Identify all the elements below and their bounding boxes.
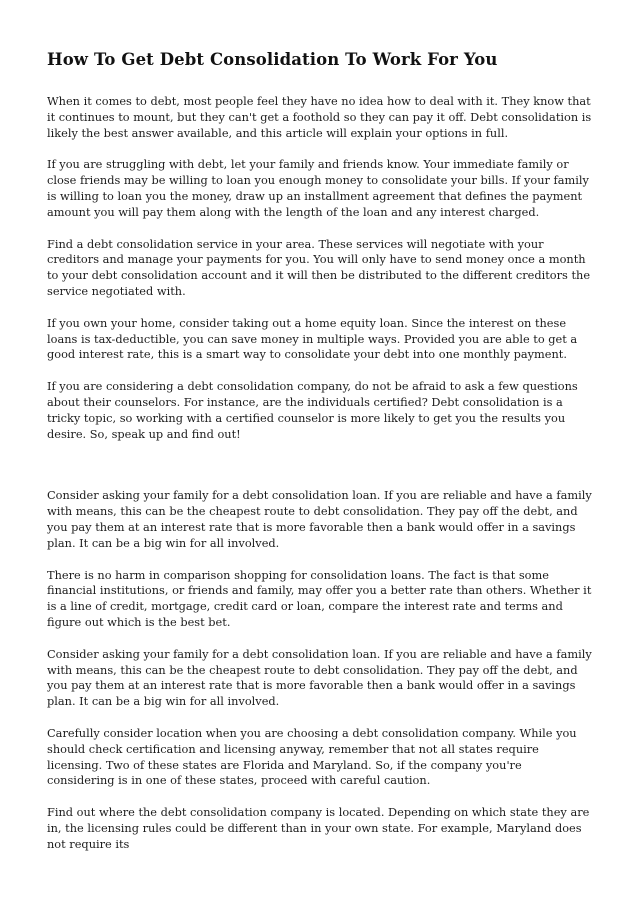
paragraph: Find out where the debt consolidation company is located. Depending on which state they are in, the licensing rules could be different than in your own state. For example, Maryland does not require its [47, 805, 590, 851]
paragraph: If you are struggling with debt, let your family and friends know. Your immediate family or close friends may be willing to loan you enough money to consolidate your bills. If your family is willing to loan you the money, draw up an installment agreement that defines the payment amount you will pay them along with the length of the loan and any interest charged. [47, 157, 589, 219]
paragraph: Consider asking your family for a debt consolidation loan. If you are reliable and have a family with means, this can be the cheapest route to debt consolidation. They pay off the debt, and you pay them at an interest rate that is more favorable then a bank would offer in a savings plan. It can be a big win for all involved. [47, 488, 592, 550]
paragraph: Consider asking your family for a debt consolidation loan. If you are reliable and have a family with means, this can be the cheapest route to debt consolidation. They pay off the debt, and you pay them at an interest rate that is more favorable then a bank would offer in a savings plan. It can be a big win for all involved. [47, 646, 592, 709]
paragraph: Carefully consider location when you are choosing a debt consolidation company. While you should check certification and licensing anyway, remember that not all states require licensing. Two of these states are Florida and Maryland. So, if the company you're considering is in one of these states, proceed with careful caution. [47, 725, 577, 788]
paragraph: Find a debt consolidation service in your area. These services will negotiate with your creditors and manage your payments for you. You will only have to send money once a month to your debt consolidation account and it will then be distributed to the different creditors the service negotiated with. [47, 236, 591, 298]
document-body [47, 48, 592, 868]
paragraph: There is no harm in comparison shopping for consolidation loans. The fact is that some financial institutions, or friends and family, may offer you a better rate than others. Whether it is a line of credit, mortgage, credit card or loan, compare the interest rate and terms and figure out which is the best bet. [47, 567, 592, 629]
document-title: How To Get Debt Consolidation To Work For You [47, 50, 498, 69]
paragraph: When it comes to debt, most people feel they have no idea how to deal with it. They know that it continues to mount, but they can't get a foothold so they can pay it off. Debt consolidation is likely the best answer available, and this article will explain your options in full. [47, 94, 592, 140]
paragraph: If you own your home, consider taking out a home equity loan. Since the interest on these loans is tax-deductible, you can save money in multiple ways. Provided you are able to get a good interest rate, this is a smart way to consolidate your debt into one monthly payment. [47, 315, 578, 362]
section-gap [47, 458, 592, 488]
paragraph: If you are considering a debt consolidation company, do not be afraid to ask a few questions about their counselors. For instance, are the individuals certified? Debt consolidation is a tricky topic, so working with a certified counselor is more likely to get you the results you desire. So, speak up and find out! [47, 379, 578, 441]
